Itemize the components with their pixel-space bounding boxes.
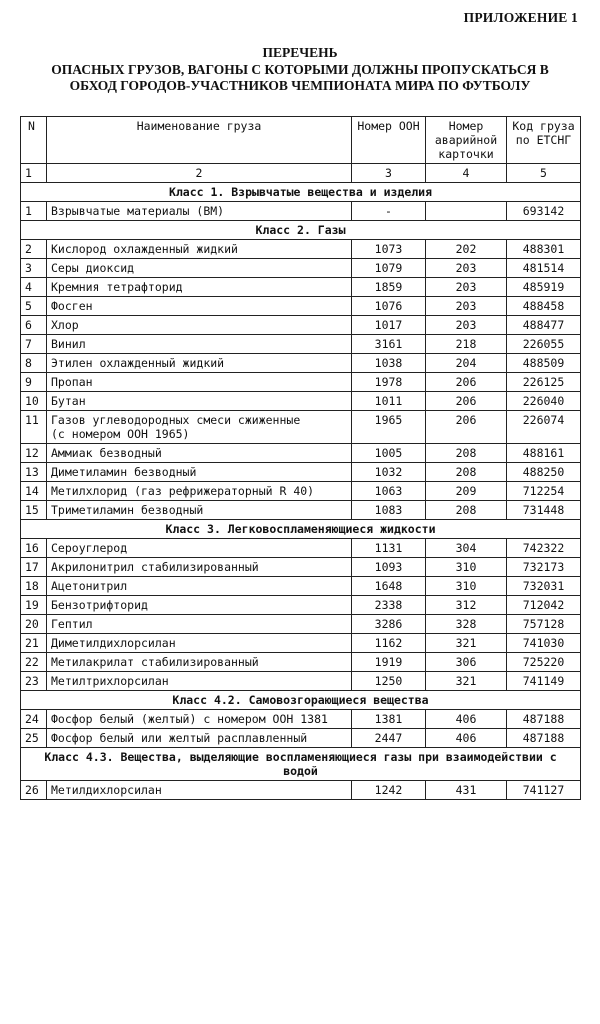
cell-etsng-code: 488161 bbox=[507, 444, 581, 463]
cell-un-number: - bbox=[352, 202, 426, 221]
cell-etsng-code: 757128 bbox=[507, 615, 581, 634]
column-header-name: Наименование груза bbox=[47, 117, 352, 164]
cell-emergency-card: 321 bbox=[426, 672, 507, 691]
table-row bbox=[21, 411, 581, 444]
cell-un-number: 1919 bbox=[352, 653, 426, 672]
cell-un-number: 1162 bbox=[352, 634, 426, 653]
cell-etsng-code: 741030 bbox=[507, 634, 581, 653]
cell-etsng-code: 487188 bbox=[507, 710, 581, 729]
cell-emergency-card: 321 bbox=[426, 634, 507, 653]
cell-un-number: 1242 bbox=[352, 781, 426, 800]
table-row bbox=[21, 729, 581, 748]
cell-emergency-card: 406 bbox=[426, 729, 507, 748]
cell-emergency-card: 203 bbox=[426, 278, 507, 297]
cell-cargo-name: Кремния тетрафторид bbox=[47, 278, 352, 297]
table-row bbox=[21, 482, 581, 501]
cell-cargo-name: Бутан bbox=[47, 392, 352, 411]
cell-un-number: 3286 bbox=[352, 615, 426, 634]
cell-un-number: 1076 bbox=[352, 297, 426, 316]
cell-number: 25 bbox=[21, 729, 47, 748]
cell-cargo-name: Аммиак безводный bbox=[47, 444, 352, 463]
cell-cargo-name: Метилхлорид (газ рефрижераторный R 40) bbox=[47, 482, 352, 501]
table-row bbox=[21, 444, 581, 463]
table-row bbox=[21, 539, 581, 558]
cell-emergency-card: 310 bbox=[426, 558, 507, 577]
title-line-3: ОБХОД ГОРОДОВ-УЧАСТНИКОВ ЧЕМПИОНАТА МИРА ПО ФУТБОЛУ bbox=[69, 78, 531, 93]
cell-etsng-code: 488509 bbox=[507, 354, 581, 373]
table-row bbox=[21, 710, 581, 729]
cell-etsng-code: 485919 bbox=[507, 278, 581, 297]
cell-number: 5 bbox=[21, 297, 47, 316]
column-number-1: 1 bbox=[21, 164, 47, 183]
cell-etsng-code: 226074 bbox=[507, 411, 581, 444]
cell-etsng-code: 742322 bbox=[507, 539, 581, 558]
cell-emergency-card: 204 bbox=[426, 354, 507, 373]
cell-etsng-code: 712254 bbox=[507, 482, 581, 501]
cell-cargo-name: Бензотрифторид bbox=[47, 596, 352, 615]
cell-un-number: 2338 bbox=[352, 596, 426, 615]
cell-number: 6 bbox=[21, 316, 47, 335]
cell-cargo-name: Триметиламин безводный bbox=[47, 501, 352, 520]
cell-cargo-name: Этилен охлажденный жидкий bbox=[47, 354, 352, 373]
cell-number: 26 bbox=[21, 781, 47, 800]
cell-un-number: 1131 bbox=[352, 539, 426, 558]
table-row bbox=[21, 259, 581, 278]
cell-number: 20 bbox=[21, 615, 47, 634]
cell-cargo-name: Кислород охлажденный жидкий bbox=[47, 240, 352, 259]
cell-etsng-code: 488477 bbox=[507, 316, 581, 335]
cell-number: 2 bbox=[21, 240, 47, 259]
cell-un-number: 1017 bbox=[352, 316, 426, 335]
table-row bbox=[21, 577, 581, 596]
cell-etsng-code: 712042 bbox=[507, 596, 581, 615]
cell-un-number: 1079 bbox=[352, 259, 426, 278]
cell-cargo-name: Пропан bbox=[47, 373, 352, 392]
table-row bbox=[21, 596, 581, 615]
cell-number: 17 bbox=[21, 558, 47, 577]
cell-number: 12 bbox=[21, 444, 47, 463]
table-row bbox=[21, 392, 581, 411]
cell-etsng-code: 731448 bbox=[507, 501, 581, 520]
cell-un-number: 1648 bbox=[352, 577, 426, 596]
cell-emergency-card: 310 bbox=[426, 577, 507, 596]
cell-number: 1 bbox=[21, 202, 47, 221]
table-row bbox=[21, 335, 581, 354]
table-row bbox=[21, 240, 581, 259]
appendix-label: ПРИЛОЖЕНИЕ 1 bbox=[463, 10, 578, 25]
cell-un-number: 1063 bbox=[352, 482, 426, 501]
cell-un-number: 1965 bbox=[352, 411, 426, 444]
table-row bbox=[21, 634, 581, 653]
class-section-header bbox=[21, 520, 581, 539]
cell-emergency-card: 209 bbox=[426, 482, 507, 501]
document-title bbox=[0, 45, 600, 95]
cell-cargo-name: Гептил bbox=[47, 615, 352, 634]
column-header-card: Номер аварийной карточки bbox=[426, 117, 507, 164]
cell-etsng-code: 725220 bbox=[507, 653, 581, 672]
cell-number: 13 bbox=[21, 463, 47, 482]
cell-un-number: 1381 bbox=[352, 710, 426, 729]
cell-emergency-card: 206 bbox=[426, 411, 507, 444]
cell-un-number: 1250 bbox=[352, 672, 426, 691]
cell-etsng-code: 481514 bbox=[507, 259, 581, 278]
cell-number: 3 bbox=[21, 259, 47, 278]
cell-un-number: 1038 bbox=[352, 354, 426, 373]
title-line-1: ПЕРЕЧЕНЬ bbox=[262, 45, 338, 60]
cell-un-number: 1011 bbox=[352, 392, 426, 411]
table-row bbox=[21, 278, 581, 297]
class-section-header bbox=[21, 183, 581, 202]
cell-emergency-card: 202 bbox=[426, 240, 507, 259]
header-row bbox=[21, 117, 581, 164]
cell-emergency-card: 406 bbox=[426, 710, 507, 729]
table-row bbox=[21, 354, 581, 373]
cell-emergency-card: 206 bbox=[426, 373, 507, 392]
cell-cargo-name: Фосген bbox=[47, 297, 352, 316]
title-line-2: ОПАСНЫХ ГРУЗОВ, ВАГОНЫ С КОТОРЫМИ ДОЛЖНЫ ПРОПУСКАТЬСЯ В bbox=[51, 61, 549, 77]
cell-number: 10 bbox=[21, 392, 47, 411]
table-row bbox=[21, 558, 581, 577]
cell-un-number: 1859 bbox=[352, 278, 426, 297]
cell-number: 11 bbox=[21, 411, 47, 444]
cell-etsng-code: 693142 bbox=[507, 202, 581, 221]
cell-number: 18 bbox=[21, 577, 47, 596]
cell-un-number: 1073 bbox=[352, 240, 426, 259]
class-section-header bbox=[21, 748, 581, 781]
class-section-header bbox=[21, 691, 581, 710]
cell-un-number: 2447 bbox=[352, 729, 426, 748]
cell-number: 9 bbox=[21, 373, 47, 392]
cell-etsng-code: 488301 bbox=[507, 240, 581, 259]
cell-etsng-code: 226040 bbox=[507, 392, 581, 411]
cell-emergency-card: 312 bbox=[426, 596, 507, 615]
cell-cargo-name: Диметилдихлорсилан bbox=[47, 634, 352, 653]
cell-etsng-code: 226055 bbox=[507, 335, 581, 354]
cell-number: 23 bbox=[21, 672, 47, 691]
cell-un-number: 1005 bbox=[352, 444, 426, 463]
cell-emergency-card: 328 bbox=[426, 615, 507, 634]
cell-number: 19 bbox=[21, 596, 47, 615]
cell-cargo-name: Фосфор белый или желтый расплавленный bbox=[47, 729, 352, 748]
cell-cargo-name: Хлор bbox=[47, 316, 352, 335]
hazardous-cargo-table bbox=[20, 116, 581, 800]
class-section-title: Класс 4.2. Самовозгорающиеся вещества bbox=[21, 691, 581, 710]
column-header-code: Код груза по ЕТСНГ bbox=[507, 117, 581, 164]
cell-etsng-code: 732173 bbox=[507, 558, 581, 577]
cell-cargo-name: Акрилонитрил стабилизированный bbox=[47, 558, 352, 577]
table-row bbox=[21, 615, 581, 634]
table-row bbox=[21, 202, 581, 221]
cell-number: 15 bbox=[21, 501, 47, 520]
class-section-title: Класс 4.3. Вещества, выделяющие воспламеняющиеся газы при взаимодействии с водой bbox=[21, 748, 581, 781]
table-row bbox=[21, 316, 581, 335]
cell-etsng-code: 741149 bbox=[507, 672, 581, 691]
cell-number: 14 bbox=[21, 482, 47, 501]
cell-etsng-code: 226125 bbox=[507, 373, 581, 392]
column-number-row bbox=[21, 164, 581, 183]
table-row bbox=[21, 672, 581, 691]
cell-un-number: 1083 bbox=[352, 501, 426, 520]
cell-un-number: 1978 bbox=[352, 373, 426, 392]
cell-emergency-card: 203 bbox=[426, 259, 507, 278]
cell-emergency-card: 203 bbox=[426, 316, 507, 335]
cell-cargo-name: Метилакрилат стабилизированный bbox=[47, 653, 352, 672]
cell-emergency-card: 306 bbox=[426, 653, 507, 672]
cell-cargo-name: Ацетонитрил bbox=[47, 577, 352, 596]
table-row bbox=[21, 297, 581, 316]
cell-cargo-name: Винил bbox=[47, 335, 352, 354]
cell-number: 16 bbox=[21, 539, 47, 558]
column-header-n: N bbox=[21, 117, 47, 164]
cell-emergency-card: 208 bbox=[426, 501, 507, 520]
column-number-3: 3 bbox=[352, 164, 426, 183]
cell-number: 8 bbox=[21, 354, 47, 373]
cell-cargo-name: Газов углеводородных смеси сжиженные (с номером ООН 1965) bbox=[47, 411, 352, 444]
cell-un-number: 1032 bbox=[352, 463, 426, 482]
cell-emergency-card: 203 bbox=[426, 297, 507, 316]
cell-number: 22 bbox=[21, 653, 47, 672]
cell-cargo-name: Сероуглерод bbox=[47, 539, 352, 558]
class-section-title: Класс 3. Легковоспламеняющиеся жидкости bbox=[21, 520, 581, 539]
cell-cargo-name: Метилдихлорсилан bbox=[47, 781, 352, 800]
table-row bbox=[21, 463, 581, 482]
cell-emergency-card: 206 bbox=[426, 392, 507, 411]
column-number-4: 4 bbox=[426, 164, 507, 183]
cell-cargo-name: Взрывчатые материалы (ВМ) bbox=[47, 202, 352, 221]
cell-un-number: 3161 bbox=[352, 335, 426, 354]
cell-number: 4 bbox=[21, 278, 47, 297]
cell-emergency-card: 304 bbox=[426, 539, 507, 558]
table-row bbox=[21, 653, 581, 672]
table-row bbox=[21, 781, 581, 800]
class-section-title: Класс 2. Газы bbox=[21, 221, 581, 240]
column-number-5: 5 bbox=[507, 164, 581, 183]
cell-etsng-code: 488250 bbox=[507, 463, 581, 482]
cell-un-number: 1093 bbox=[352, 558, 426, 577]
cell-number: 7 bbox=[21, 335, 47, 354]
cell-etsng-code: 741127 bbox=[507, 781, 581, 800]
cell-number: 24 bbox=[21, 710, 47, 729]
cell-cargo-name: Фосфор белый (желтый) с номером ООН 1381 bbox=[47, 710, 352, 729]
cell-cargo-name: Метилтрихлорсилан bbox=[47, 672, 352, 691]
cell-emergency-card: 208 bbox=[426, 463, 507, 482]
table-row bbox=[21, 373, 581, 392]
cell-cargo-name: Серы диоксид bbox=[47, 259, 352, 278]
cell-emergency-card bbox=[426, 202, 507, 221]
cell-emergency-card: 208 bbox=[426, 444, 507, 463]
table-row bbox=[21, 501, 581, 520]
cell-emergency-card: 431 bbox=[426, 781, 507, 800]
class-section-title: Класс 1. Взрывчатые вещества и изделия bbox=[21, 183, 581, 202]
cell-emergency-card: 218 bbox=[426, 335, 507, 354]
cell-number: 21 bbox=[21, 634, 47, 653]
cell-cargo-name: Диметиламин безводный bbox=[47, 463, 352, 482]
cell-etsng-code: 732031 bbox=[507, 577, 581, 596]
cell-etsng-code: 488458 bbox=[507, 297, 581, 316]
column-header-un: Номер ООН bbox=[352, 117, 426, 164]
class-section-header bbox=[21, 221, 581, 240]
column-number-2: 2 bbox=[47, 164, 352, 183]
cell-etsng-code: 487188 bbox=[507, 729, 581, 748]
